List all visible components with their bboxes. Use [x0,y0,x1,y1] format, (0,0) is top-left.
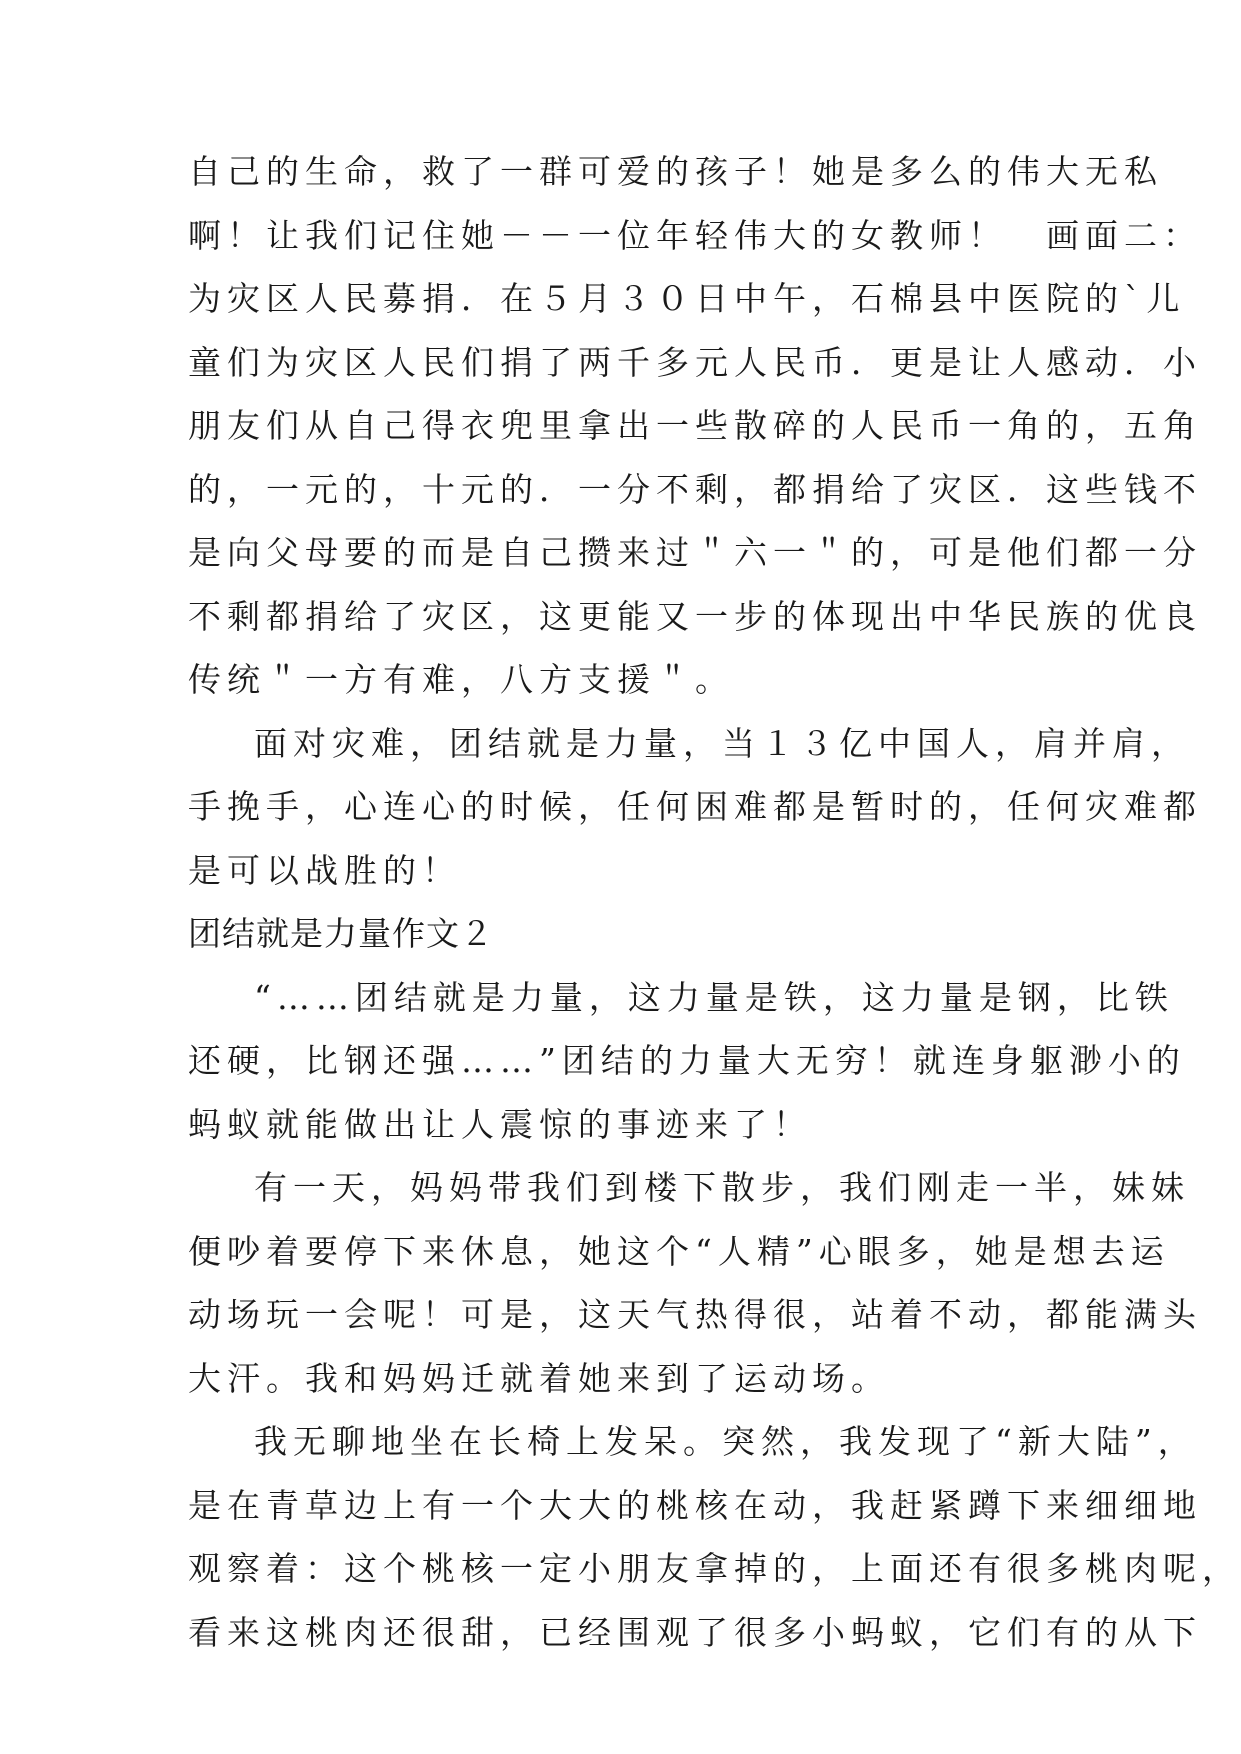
text-line: 啊！让我们记住她－－一位年轻伟大的女教师！ 画面二： [188,215,1202,255]
text-line: 是在青草边上有一个大大的桃核在动，我赶紧蹲下来细细地 [188,1485,1202,1525]
text-line: 是可以战胜的！ [188,850,461,890]
text-line: 有一天，妈妈带我们到楼下散步，我们刚走一半，妹妹 [254,1168,1190,1207]
text-line: “……团结就是力量，这力量是铁，这力量是钢，比铁 [254,977,1174,1017]
text-line: 便吵着要停下来休息，她这个“人精”心眼多，她是想去运 [188,1231,1170,1271]
paragraph-3 [188,966,1186,1157]
paragraph-5 [188,1410,1241,1664]
text-line: 是向父母要的而是自己攒来过＂六一＂的，可是他们都一分 [188,533,1202,572]
text-line: 朋友们从自己得衣兜里拿出一些散碎的人民币一角的，五角 [188,406,1202,445]
text-line: 童们为灾区人民们捐了两千多元人民币．更是让人感动．小 [188,342,1202,382]
text-line: 不剩都捐给了灾区，这更能又一步的体现出中华民族的优良 [188,596,1202,636]
text-line: 为灾区人民募捐．在５月３０日中午，石棉县中医院的`儿 [188,279,1186,318]
text-line: 还硬，比钢还强……”团结的力量大无穷！就连身躯渺小的 [188,1041,1186,1080]
text-line: 观察着：这个桃核一定小朋友拿掉的，上面还有很多桃肉呢， [188,1549,1241,1588]
text-line: 的，一元的，十元的．一分不剩，都捐给了灾区．这些钱不 [188,469,1202,509]
text-line: 手挽手，心连心的时候，任何困难都是暂时的，任何灾难都 [188,787,1202,826]
text-line: 我无聊地坐在长椅上发呆。突然，我发现了“新大陆”， [254,1422,1197,1461]
text-line: 动场玩一会呢！可是，这天气热得很，站着不动，都能满头 [188,1295,1202,1334]
text-line: 面对灾难，团结就是力量，当１３亿中国人，肩并肩， [254,723,1190,763]
text-line: 看来这桃肉还很甜，已经围观了很多小蚂蚁，它们有的从下 [188,1612,1202,1652]
text-line: 传统＂一方有难，八方支援＂。 [188,660,734,699]
text-line: 大汗。我和妈妈迁就着她来到了运动场。 [188,1358,890,1398]
paragraph-4 [188,1156,1202,1410]
document-page [188,140,1241,1664]
paragraph-2 [188,712,1202,903]
section-heading: 团结就是力量作文２ [188,914,494,953]
paragraph-1 [188,140,1202,712]
text-line: 蚂蚁就能做出让人震惊的事迹来了！ [188,1104,812,1144]
text-line: 自己的生命，救了一群可爱的孩子！她是多么的伟大无私 [188,152,1163,191]
